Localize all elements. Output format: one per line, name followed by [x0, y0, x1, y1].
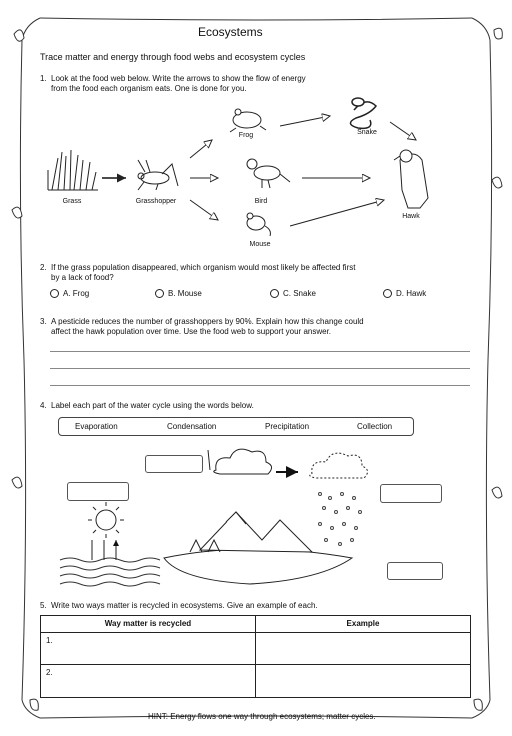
- mouse-to-hawk-arrow: [290, 200, 384, 226]
- q5-text: Write two ways matter is recycled in ecosystems. Give an example of each.: [51, 601, 318, 610]
- label-mouse: Mouse: [249, 241, 271, 248]
- radio-icon[interactable]: [270, 289, 279, 298]
- table-cell[interactable]: [256, 633, 471, 665]
- label-grasshopper: Grasshopper: [135, 198, 177, 205]
- table-cell[interactable]: 1.: [41, 633, 256, 665]
- label-box-evaporation[interactable]: [67, 482, 129, 501]
- label-bird: Bird: [254, 198, 268, 205]
- q2-number: 2.: [40, 263, 47, 272]
- q4-number: 4.: [40, 401, 47, 410]
- page-subtitle: Trace matter and energy through food webs and ecosystem cycles: [40, 52, 306, 62]
- q2-option-c[interactable]: [270, 289, 316, 298]
- frog-icon: [230, 109, 266, 132]
- word-collection: Collection: [357, 422, 393, 431]
- table-cell[interactable]: [256, 665, 471, 698]
- q3-number: 3.: [40, 317, 47, 326]
- q2-text-line2: by a lack of food?: [51, 273, 114, 282]
- answer-line[interactable]: [50, 351, 470, 352]
- page-title: Ecosystems: [198, 25, 263, 39]
- q2-text-line1: If the grass population disappeared, which organism would most likely be affected first: [51, 263, 356, 272]
- word-precipitation: Precipitation: [265, 422, 310, 431]
- snake-icon: [350, 98, 376, 128]
- sun-icon: [88, 502, 124, 538]
- island-mountains-icon: [164, 512, 352, 584]
- word-condensation: Condensation: [167, 422, 217, 431]
- hawk-icon: [394, 150, 428, 208]
- answer-line[interactable]: [50, 368, 470, 369]
- word-evaporation: Evaporation: [75, 422, 118, 431]
- column-header: Way matter is recycled: [41, 616, 256, 633]
- q1-text-line1: Look at the food web below. Write the arrows to show the flow of energy: [51, 74, 306, 83]
- radio-icon[interactable]: [50, 289, 59, 298]
- frog-to-snake-arrow: [280, 116, 330, 126]
- q2-option-b[interactable]: [155, 289, 202, 298]
- table-cell[interactable]: 2.: [41, 665, 256, 698]
- q3-text-line1: A pesticide reduces the number of grasshoppers by 90%. Explain how this change could: [51, 317, 364, 326]
- grasshopper-icon: [138, 160, 178, 190]
- label-frog: Frog: [238, 132, 254, 139]
- label-hawk: Hawk: [402, 213, 420, 220]
- mouse-icon: [247, 213, 270, 236]
- q1-number: 1.: [40, 74, 47, 83]
- hint: HINT: Energy flows one way through ecosystems; matter cycles.: [148, 712, 376, 721]
- q2-option-b-label: B. Mouse: [168, 289, 202, 298]
- radio-icon[interactable]: [155, 289, 164, 298]
- word-bank: [58, 417, 414, 436]
- column-header: Example: [256, 616, 471, 633]
- label-box-condensation[interactable]: [145, 455, 203, 473]
- grass-icon: [48, 150, 98, 190]
- radio-icon[interactable]: [383, 289, 392, 298]
- label-grass: Grass: [62, 198, 82, 205]
- q2-option-a[interactable]: [50, 289, 89, 298]
- grasshopper-to-frog-arrow: [190, 140, 212, 158]
- snake-to-hawk-arrow: [390, 122, 416, 140]
- rain-cloud-icon: [310, 453, 368, 478]
- matter-recycling-table: [40, 615, 471, 698]
- q5-number: 5.: [40, 601, 47, 610]
- q2-option-d-label: D. Hawk: [396, 289, 427, 298]
- q3-text-line2: affect the hawk population over time. Use the food web to support your answer.: [51, 327, 332, 336]
- q2-option-d[interactable]: [383, 289, 426, 298]
- q4-text: Label each part of the water cycle using the words below.: [51, 401, 254, 410]
- food-web-diagram: [40, 90, 470, 255]
- label-snake: Snake: [357, 129, 377, 136]
- answer-line[interactable]: [50, 385, 470, 386]
- grasshopper-to-mouse-arrow: [190, 200, 218, 220]
- label-box-collection[interactable]: [387, 562, 443, 580]
- cloud-icon: [214, 449, 272, 474]
- raindrops-icon: [319, 493, 362, 546]
- label-box-precipitation[interactable]: [380, 484, 442, 503]
- q2-option-a-label: A. Frog: [63, 289, 90, 298]
- q2-option-c-label: C. Snake: [283, 289, 316, 298]
- bird-icon: [247, 159, 290, 188]
- q1-text-line2: from the food each organism eats. One is done for you.: [51, 84, 247, 93]
- ocean-water-icon: [60, 558, 160, 586]
